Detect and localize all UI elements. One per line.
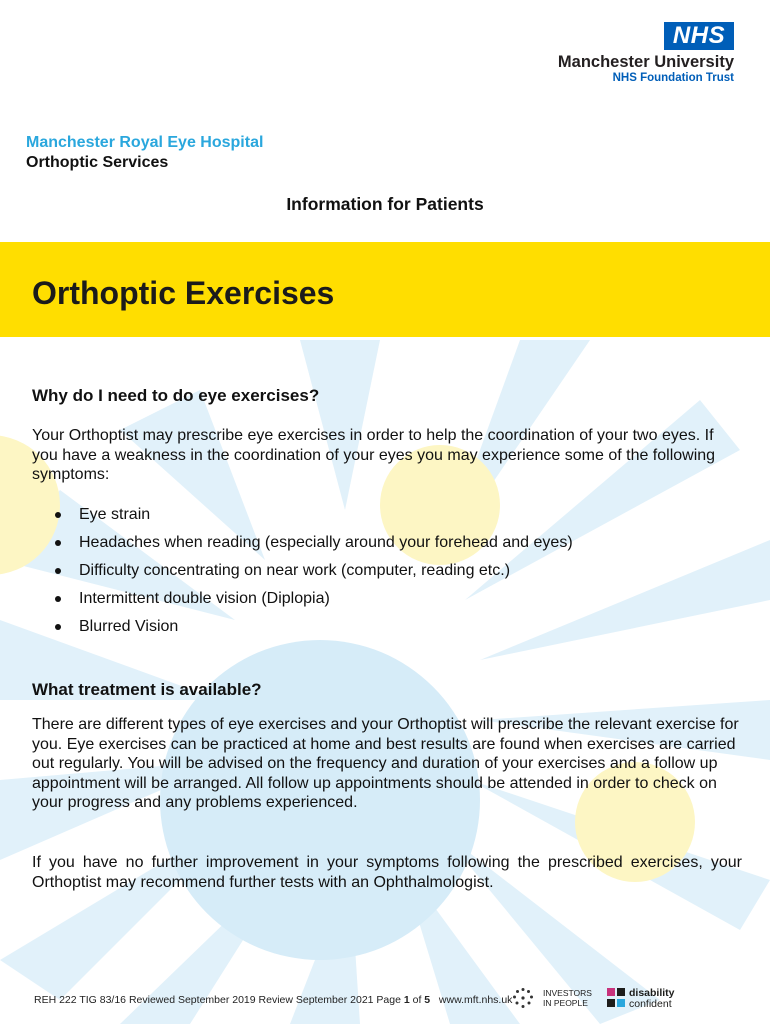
page-current: 1 (403, 994, 410, 1006)
nhs-logo: NHS (664, 22, 734, 50)
page-of: of (409, 994, 425, 1006)
title-banner (0, 242, 770, 337)
dc-line1: disability (629, 987, 675, 999)
footer-reference-text: REH 222 TIG 83/16 Reviewed September 2019 Review September 2021 Page (34, 994, 404, 1006)
info-heading: Information for Patients (286, 194, 484, 214)
intro-paragraph: Your Orthoptist may prescribe eye exercises in order to help the coordination of your two eyes. If you have a weakness in the coordination of your eyes you may experience some of the following symptoms: (32, 427, 716, 483)
trust-name: Manchester University (557, 53, 734, 71)
list-item: Eye strain (52, 505, 573, 533)
iip-wreath-icon (513, 988, 533, 1008)
section-heading-treatment: What treatment is available? (32, 680, 262, 699)
further-tests-paragraph: If you have no further improvement in your symptoms following the prescribed exercises, your Orthoptist may recommend further tests with an Ophthalmologist. (32, 854, 742, 891)
service-name: Orthoptic Services (26, 154, 169, 171)
list-item: Headaches when reading (especially around your forehead and eyes) (52, 533, 573, 561)
list-item: Difficulty concentrating on near work (computer, reading etc.) (52, 561, 573, 589)
list-item: Intermittent double vision (Diplopia) (52, 589, 573, 617)
treatment-paragraph: There are different types of eye exercises and your Orthoptist will prescribe the relevant exercise for you. Eye exercises can be practiced at home and best results are found when exercises are carried out regularly. You will be advised on the frequency and duration of your exercises and a follow up appointment will be arranged. All follow up appointments should be attended in order to check on your progress and any problems experienced. (32, 716, 739, 811)
iip-line1: INVESTORS (543, 988, 592, 998)
footer-reference (34, 994, 512, 1006)
page-total: 5 (424, 994, 431, 1006)
section-heading-why: Why do I need to do eye exercises? (32, 386, 320, 405)
investors-in-people-logo (512, 986, 594, 1010)
list-item: Blurred Vision (52, 617, 573, 645)
symptom-list (52, 505, 573, 645)
hospital-name: Manchester Royal Eye Hospital (26, 134, 264, 151)
dc-line2: confident (629, 998, 672, 1010)
trust-subtitle: NHS Foundation Trust (612, 72, 734, 84)
iip-line2: IN PEOPLE (543, 998, 588, 1008)
disability-confident-logo (606, 986, 698, 1010)
dc-squares-icon (607, 988, 625, 1007)
page-title: Orthoptic Exercises (32, 275, 335, 311)
website-link[interactable]: www.mft.nhs.uk (438, 994, 513, 1006)
